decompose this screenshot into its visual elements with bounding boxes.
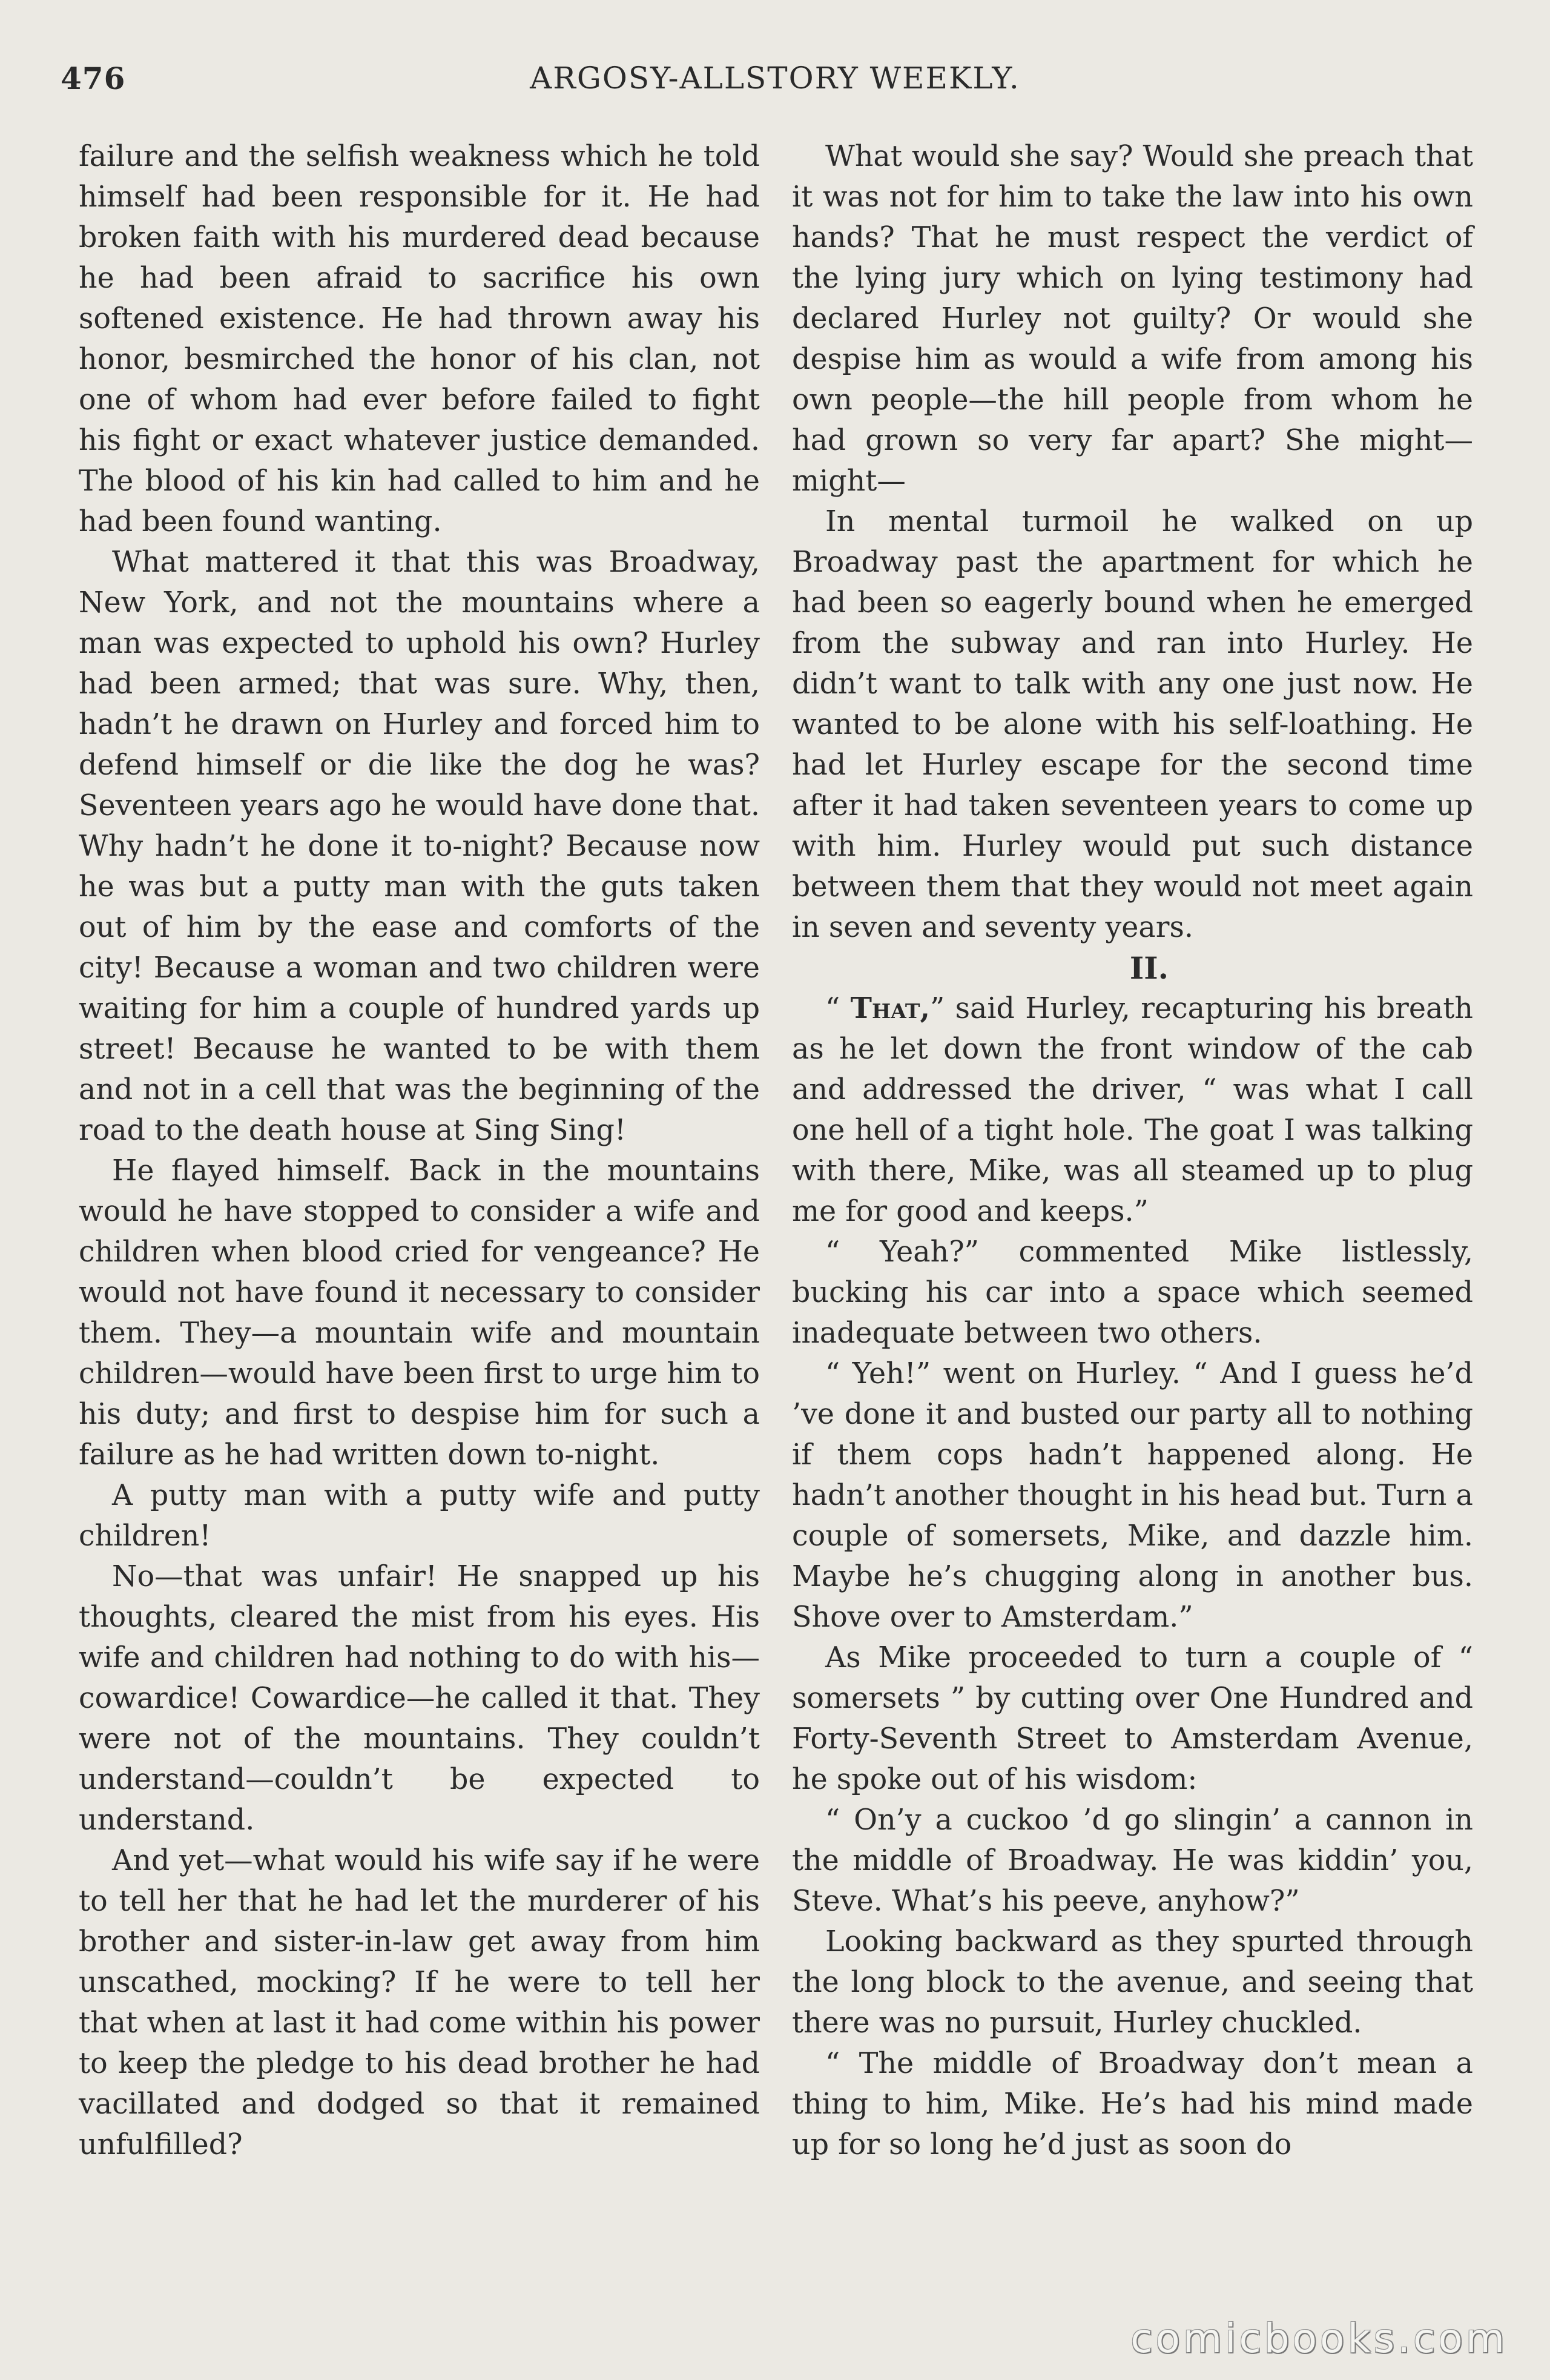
paragraph: No—that was unfair! He snapped up his thoughts, cleared the mist from his eyes. His wife and children had nothing to do with his—cowardice! Cowardice—he called it that. They were not of the mountains. They couldn’t understand—couldn’t be expected to understand.: [79, 1560, 760, 1837]
page-header: [61, 61, 1489, 115]
watermark: comicbooks.com: [1130, 2315, 1508, 2362]
paragraph: failure and the selfish weakness which he told himself had been responsible for it. He had broken faith with his murdered dead because he had been afraid to sacrifice his own softened existence. He had thrown away his honor, besmirched the honor of his clan, not one of whom had ever before failed to fight his fight or exact whatever justice demanded. The blood of his kin had called to him and he had been found wanting.: [79, 140, 760, 538]
running-head: ARGOSY-ALLSTORY WEEKLY.: [530, 61, 1020, 96]
paragraph: As Mike proceeded to turn a couple of “ somersets ” by cutting over One Hundred and Forty-Seventh Street to Amsterdam Avenue, he spoke out of his wisdom:: [792, 1641, 1473, 1796]
paragraph: What mattered it that this was Broadway, New York, and not the mountains where a man was expected to uphold his own? Hurley had been armed; that was sure. Why, then, hadn’t he drawn on Hurley and forced him to defend himself or die like the dog he was? Seventeen years ago he would have done that. Why hadn’t he done it to-night? Because now he was but a putty man with the guts taken out of him by the ease and comforts of the city! Because a woman and two children were waiting for him a couple of hundred yards up street! Because he wanted to be with them and not in a cell that was the beginning of the road to the death house at Sing Sing!: [79, 546, 760, 1147]
paragraph: [792, 988, 1473, 1232]
paragraph: Looking backward as they spurted through the long block to the avenue, and seeing that there was no pursuit, Hurley chuckled.: [792, 1925, 1473, 2040]
small-caps-lead: That,: [850, 991, 931, 1025]
right-column: [792, 136, 1473, 2165]
paragraph: “ Yeh!” went on Hurley. “ And I guess he’d ’ve done it and busted our party all to nothing if them cops hadn’t happened along. He hadn’t another thought in his head but. Turn a couple of somersets, Mike, and dazzle him. Maybe he’s chugging along in another bus. Shove over to Amsterdam.”: [792, 1357, 1473, 1634]
paragraph: What would she say? Would she preach that it was not for him to take the law into his own hands? That he must respect the verdict of the lying jury which on lying testimony had declared Hurley not guilty? Or would she despise him as would a wife from among his own people—the hill people from whom he had grown so very far apart? She might—might—: [792, 140, 1473, 498]
paragraph-text: ” said Hurley, recapturing his breath as he let down the front window of the cab and addressed the driver, “ was what I call one hell of a tight hole. The goat I was talking with there, Mike, was all steamed up to plug me for good and keeps.”: [792, 992, 1473, 1228]
paragraph: And yet—what would his wife say if he were to tell her that he had let the murderer of his brother and sister-in-law get away from him unscathed, mocking? If he were to tell her that when at last it had come within his power to keep the pledge to his dead brother he had vacillated and dodged so that it remained unfulfilled?: [79, 1844, 760, 2161]
paragraph: A putty man with a putty wife and putty children!: [79, 1479, 760, 1553]
section-heading: II.: [1129, 950, 1169, 986]
page-number: 476: [61, 61, 126, 96]
paragraph: In mental turmoil he walked on up Broadway past the apartment for which he had been so eagerly bound when he emerged from the subway and ran into Hurley. He didn’t want to talk with any one just now. He wanted to be alone with his self-loathing. He had let Hurley escape for the second time after it had taken seventeen years to come up with him. Hurley would put such distance between them that they would not meet again in seven and seventy years.: [792, 505, 1473, 944]
paragraph: “ The middle of Broadway don’t mean a thing to him, Mike. He’s had his mind made up for so long he’d just as soon do: [792, 2047, 1473, 2161]
left-column: [79, 136, 760, 2165]
paragraph: He flayed himself. Back in the mountains would he have stopped to consider a wife and children when blood cried for vengeance? He would not have found it necessary to consider them. They—a mountain wife and mountain children—would have been first to urge him to his duty; and first to despise him for such a failure as he had written down to-night.: [79, 1154, 760, 1472]
open-quote: “: [825, 992, 851, 1025]
paragraph: “ Yeah?” commented Mike listlessly, bucking his car into a space which seemed inadequate between two others.: [792, 1235, 1473, 1350]
paragraph: “ On’y a cuckoo ’d go slingin’ a cannon in the middle of Broadway. He was kiddin’ you, Steve. What’s his peeve, anyhow?”: [792, 1803, 1473, 1918]
